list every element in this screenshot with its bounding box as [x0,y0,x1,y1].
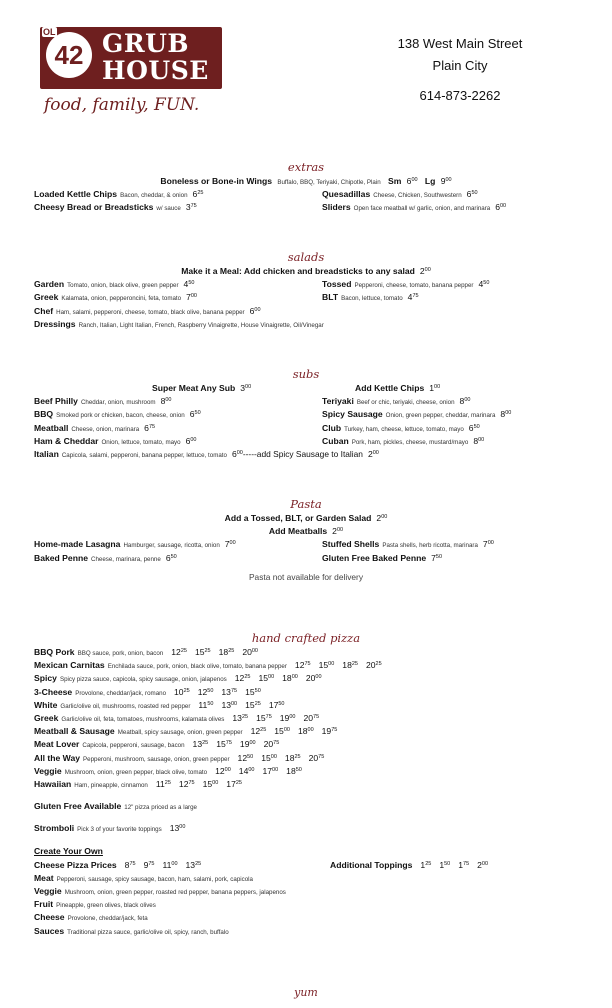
item-price: $8^{75}$ [124,859,136,870]
item-desc: Mushroom, onion, green pepper, roasted red pepper, banana peppers, jalapenos [64,889,286,896]
item-name: Boneless or Bone-in Wings [160,176,273,186]
promo-price: $2^{00}$ [332,526,344,537]
delivery-note: Pasta not available for delivery [248,571,364,582]
menu-item [322,423,480,433]
item-price: $2^{00}$ [477,859,489,870]
item-desc: Buffalo, BBQ, Teriyaki, Chipotle, Plain [277,179,381,186]
gluten-free-row [0,801,612,814]
item-desc: Ham, pineapple, cinnamon [74,781,148,789]
pizza-item [0,739,612,752]
item-price: $17^{25}$ [226,778,242,789]
stromboli-row [0,823,612,836]
item-name: Home-made Lasagna [34,539,121,550]
promo-price: $2^{00}$ [376,513,388,523]
item-name: Cheese Pizza Prices [34,859,117,870]
logo-badge [46,32,92,78]
item-desc: Pineapple, green olives, black olives [56,902,156,910]
item-desc: w/ sauce [156,205,181,213]
item-price: $12^{25}$ [171,647,187,657]
item-name: Sliders [322,202,351,213]
item-price: $20^{00}$ [242,647,258,657]
pizza-item [0,713,612,726]
item-name: BBQ [34,409,54,420]
create-your-own-heading: Create Your Own [34,846,103,857]
item-price: $20^{25}$ [365,660,382,671]
item-price: $3^{75}$ [185,202,197,213]
menu-item [322,553,442,563]
item-desc: Enchilada sauce, pork, onion, black olive, tomato, banana pepper [107,663,287,671]
pizza-list [0,647,612,792]
item-price: $6^{00}$ [231,448,243,459]
address-city: Plain City [432,58,488,73]
menu-item [34,539,236,549]
item-name: Additional Toppings [330,859,413,870]
item-name: Greek [34,712,59,723]
item-desc: Capicola, pepperoni, sausage, bacon [82,742,185,750]
phone-number: 614-873-2262 [419,88,501,103]
menu-item-dressings [34,319,324,329]
item-price: $8^{00}$ [500,409,512,420]
item-name: Spicy Sausage [322,409,383,420]
item-name: Loaded Kettle Chips [34,189,118,200]
item-desc: Cheese, onion, marinara [71,425,140,433]
item-name: Cuban [322,435,349,446]
item-price: $18^{25}$ [284,752,301,763]
item-desc: Cheddar, onion, mushroom [80,399,156,407]
item-name: Sauces [34,925,65,936]
pizza-section [0,631,612,939]
extras-section [0,160,612,216]
item-name: Gluten Free Baked Penne [322,552,427,563]
menu-item [322,279,489,289]
topping-category [0,899,612,912]
address-street: 138 West Main Street [397,36,523,51]
promo-text: Add a Tossed, BLT, or Garden Salad [224,513,372,523]
item-price: $6^{00}$ [406,176,418,186]
logo-word-house: HOUSE [102,56,209,85]
item-name: Club [322,422,342,433]
item-desc: Pepperoni, sausage, spicy sausage, bacon, ham, salami, pork, capicola [56,875,253,883]
item-name: Meatball [34,422,69,433]
pizza-item [0,766,612,779]
item-name: Stromboli [34,823,75,834]
pasta-section [0,497,612,585]
item-price: $6^{50}$ [189,409,201,420]
item-price: $12^{25}$ [234,673,251,684]
item-price: $4^{75}$ [407,292,419,303]
promo-kettle-chips [355,383,440,393]
pasta-note [0,572,612,585]
item-price: $6^{25}$ [192,189,204,200]
item-price: $12^{75}$ [178,778,195,789]
item-price: $13^{25}$ [185,859,202,870]
menu-item [34,189,203,199]
menu-item [322,436,484,446]
salads-section [0,250,612,332]
topping-category [0,873,612,886]
item-price: $18^{00}$ [297,726,314,737]
item-price: $20^{75}$ [308,752,325,763]
menu-item [322,409,511,419]
pizza-item [0,647,612,660]
create-heading-row [0,846,612,859]
item-desc: Ranch, Italian, Light Italian, French, Raspberry Vinaigrette, House Vinaigrette, Oil/Vinegar [78,321,324,329]
item-price: $15^{75}$ [256,712,272,723]
promo-super-meat [152,383,251,393]
item-price: $6^{50}$ [468,422,480,433]
item-price: $8^{00}$ [459,396,471,407]
item-name: Hawaiian [34,778,72,789]
item-desc: Cheese, marinara, penne [90,555,161,563]
item-desc: Traditional pizza sauce, garlic/olive oil, spicy, ranch, buffalo [67,928,229,936]
item-name: Greek [34,292,59,303]
item-desc: Tomato, onion, black olive, green pepper [67,282,179,290]
menu-row [0,202,612,215]
item-price: $18^{00}$ [282,673,298,684]
item-price: $12^{50}$ [237,752,254,763]
item-desc: Pick 3 of your favorite toppings [77,826,162,834]
item-price: $20^{75}$ [303,712,320,723]
item-name: All the Way [34,752,80,763]
item-name: Stuffed Shells [322,539,380,550]
item-name: Mexican Carnitas [34,660,105,671]
menu-row [0,436,612,449]
item-name: Baked Penne [34,552,88,563]
topping-category [0,912,612,925]
item-name: Meat Lover [34,739,80,750]
item-price: $9^{75}$ [143,859,155,870]
item-desc: Open face meatball w/ garlic, onion, and marinara [353,205,491,213]
item-desc: Smoked pork or chicken, bacon, cheese, onion [56,412,185,420]
section-title-subs: subs [292,367,320,381]
item-price: $14^{00}$ [238,765,255,776]
salad-promo [0,266,612,279]
item-price: $18^{25}$ [218,647,235,657]
menu-item [322,396,470,406]
item-price: $11^{00}$ [162,859,178,870]
item-price: $20^{75}$ [263,739,280,750]
item-price: $15^{25}$ [245,699,261,710]
menu-item [34,409,201,419]
item-name: Beef Philly [34,396,78,407]
item-desc: Mushroom, onion, green pepper, black olive, tomato [64,768,208,776]
menu-item [34,423,155,433]
section-title-extras: extras [287,160,325,174]
item-name: 3-Cheese [34,686,73,697]
logo-word-grub: GRUB [102,29,190,58]
item-price: $9^{00}$ [440,176,452,186]
menu-item [322,189,478,199]
size-large-label: Lg [424,176,436,186]
item-price: $13^{25}$ [232,712,249,723]
item-desc: Pork, ham, pickles, cheese, mustard/mayo [351,438,469,446]
item-price: $1^{25}$ [420,859,432,870]
item-desc: Spicy pizza sauce, capicola, spicy sausage, onion, jalapenos [59,676,227,684]
menu-row [0,189,612,202]
item-name: Chef [34,305,54,316]
item-price: $6^{50}$ [165,552,177,563]
item-price: $19^{00}$ [239,739,256,750]
menu-item [322,539,494,549]
address-block [380,33,540,107]
item-desc: Meatball, spicy sausage, onion, green pepper [117,729,243,737]
pizza-item [0,660,612,673]
item-desc: Pepperoni, cheese, tomato, banana pepper [354,282,474,290]
menu-row [0,409,612,422]
item-desc: Cheese, Chicken, Southwestern [373,192,462,200]
item-name: Italian [34,448,59,459]
promo-text: Add Meatballs [268,526,328,537]
pizza-item [0,753,612,766]
item-desc: Garlic/olive oil, mushrooms, roasted red pepper [60,702,191,710]
menu-item [322,292,419,302]
menu-row [0,553,612,566]
subs-section [0,367,612,462]
item-price: $12^{50}$ [197,686,214,697]
item-price: $1^{75}$ [458,859,470,870]
pizza-item [0,726,612,739]
menu-item [34,279,194,289]
item-desc: Onion, lettuce, tomato, mayo [101,438,181,446]
item-name: Cheese [34,912,65,923]
menu-item [34,449,379,459]
menu-row [0,292,612,305]
item-price: $7^{00}$ [186,292,197,303]
menu-item [34,396,172,406]
item-price: $12^{25}$ [250,726,267,737]
section-title-pasta: Pasta [290,497,322,511]
addon-price: $2^{00}$ [367,448,379,459]
item-desc: Pepperoni, mushroom, sausage, onion, green pepper [83,755,230,763]
item-desc: Beef or chic, teriyaki, cheese, onion [356,399,455,407]
item-price: $15^{00}$ [274,726,290,737]
toppings-list [0,873,612,939]
item-name: Spicy [34,673,57,684]
item-desc: Onion, green pepper, cheddar, marinara [385,412,496,420]
menu-row [0,423,612,436]
logo-number: 42 [54,40,84,70]
pizza-item [0,673,612,686]
item-name: BLT [322,292,339,303]
item-desc: BBQ sauce, pork, onion, bacon [77,650,164,657]
logo-prefix: OL [43,27,56,37]
item-price: $15^{00}$ [318,660,335,671]
menu-item [34,306,261,316]
item-price: $13^{00}$ [169,823,186,834]
cheese-prices-row [0,860,612,873]
item-price: $19^{75}$ [321,726,338,737]
promo-price: $2^{00}$ [419,266,431,276]
menu-item [34,436,196,446]
item-name: Veggie [34,765,62,776]
menu-row [0,539,612,552]
item-price: $15^{25}$ [194,647,211,657]
menu-row [0,319,612,332]
item-price: $15^{00}$ [261,752,277,763]
pasta-promo-meatballs [0,526,612,539]
promo-price: $3^{00}$ [240,383,252,393]
item-name: Tossed [322,279,352,290]
item-price: $6^{50}$ [466,189,478,200]
item-name: Meatball & Sausage [34,726,115,737]
pizza-item [0,687,612,700]
item-price: $6^{00}$ [495,202,507,213]
item-desc: 12" pizza priced as a large [124,804,197,812]
item-price: $7^{00}$ [224,539,236,550]
item-name: Teriyaki [322,396,354,407]
pasta-promo-salad [0,513,612,526]
item-price: $6^{00}$ [185,435,197,446]
item-price: $13^{25}$ [192,739,209,750]
menu-item-wings [0,176,612,189]
item-name: Cheesy Bread or Breadsticks [34,202,154,213]
menu-row [0,306,612,319]
item-price: $4^{50}$ [478,279,490,290]
section-title-salads: salads [287,250,325,264]
item-price: $6^{75}$ [144,422,156,433]
logo [40,27,222,89]
menu-item [322,202,506,212]
item-price: $11^{50}$ [198,699,214,710]
promo-text: Super Meat Any Sub [152,383,236,393]
menu-item [34,553,177,563]
menu-row [0,396,612,409]
item-price: $11^{25}$ [155,778,171,789]
item-price: $13^{00}$ [221,699,238,710]
item-price: $19^{00}$ [279,712,296,723]
item-name: Gluten Free Available [34,801,122,812]
item-price: $18^{50}$ [286,765,302,776]
tagline: food, family, FUN. [44,95,200,115]
item-desc: Provolone, cheddar/jack, feta [67,915,148,923]
footer-yum: yum [294,986,318,999]
item-price: $10^{25}$ [174,686,190,697]
pizza-item [0,700,612,713]
item-price: $15^{50}$ [245,686,261,697]
item-price: $20^{00}$ [305,673,322,684]
menu-row [0,449,612,462]
item-desc: Bacon, lettuce, tomato [341,295,403,303]
promo-price: $1^{00}$ [429,383,441,393]
item-desc: Garlic/olive oil, feta, tomatoes, mushrooms, kalamata olives [61,715,225,723]
item-desc: Capicola, salami, pepperoni, banana pepper, lettuce, tomato [61,451,227,459]
item-name: Fruit [34,899,54,910]
topping-category [0,886,612,899]
promo-text: Make it a Meal: Add chicken and breadsticks to any salad [181,266,415,276]
item-price: $1^{50}$ [439,859,451,870]
item-name: Quesadillas [322,189,371,200]
item-price: $17^{50}$ [268,699,285,710]
item-name: Veggie [34,886,62,896]
item-name: BBQ Pork [34,647,75,657]
item-desc: Provolone, cheddar/jack, romano [75,689,167,697]
promo-text: Add Kettle Chips [355,383,425,393]
item-desc: Kalamata, onion, pepperoncini, feta, tomato [61,295,182,303]
item-price: $18^{25}$ [342,660,358,671]
item-desc: Ham, salami, pepperoni, cheese, tomato, black olive, banana pepper [56,308,245,316]
item-name: Ham & Cheddar [34,435,99,446]
item-price: $17^{00}$ [262,765,279,776]
item-desc: Bacon, cheddar, & onion [120,192,188,200]
item-price: $4^{50}$ [183,279,195,290]
item-price: $7^{00}$ [482,539,494,550]
section-title-pizza: hand crafted pizza [251,631,361,645]
item-price: $8^{00}$ [473,435,485,446]
item-desc: Turkey, ham, cheese, lettuce, tomato, mayo [344,425,464,433]
subs-promo-row [0,383,612,396]
item-price: $15^{75}$ [216,739,232,750]
item-name: White [34,699,58,710]
pizza-item [0,779,612,792]
item-price: $13^{75}$ [221,686,238,697]
item-price: $6^{00}$ [249,305,261,316]
item-desc: Hamburger, sausage, ricotta, onion [123,542,220,550]
size-small-label: Sm [387,176,402,186]
item-name: Dressings [34,318,76,329]
item-addon: -----add Spicy Sausage to Italian [242,448,363,459]
item-desc: Pasta shells, herb ricotta, marinara [382,542,478,550]
item-price: $8^{00}$ [160,396,172,407]
item-name: Meat [34,872,54,883]
item-name: Garden [34,279,65,290]
item-price: $15^{00}$ [258,673,275,684]
item-price: $15^{00}$ [202,778,219,789]
item-price: $12^{00}$ [215,765,231,776]
menu-item [34,292,197,302]
item-price: $7^{50}$ [431,552,443,563]
menu-row [0,279,612,292]
menu-item [34,202,197,212]
topping-category [0,926,612,939]
item-price: $12^{75}$ [294,660,311,671]
